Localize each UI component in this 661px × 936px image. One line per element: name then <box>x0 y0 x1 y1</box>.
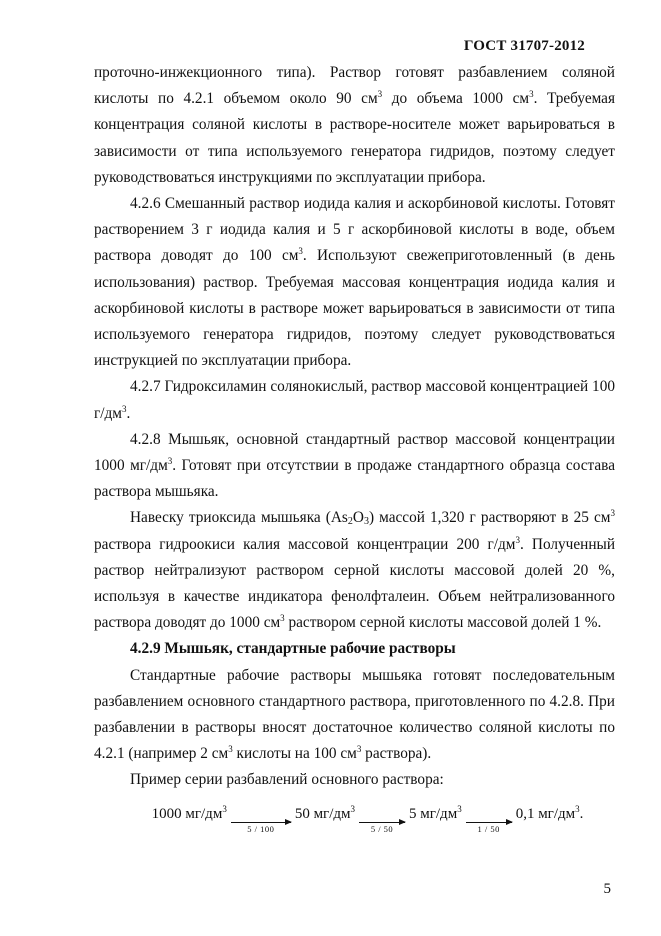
page-number: 5 <box>603 881 611 897</box>
paragraph-working-solutions: Стандартные рабочие растворы мышьяка готовят последовательным разбавлением основного стандартного раствора, приготовленного по 4.2.8. При разбавлении в растворы вносят достаточное количество соляной кислоты по 4.2.1 (например 2 $см^3$ кислоты на 100 $см^3$ раствора). <box>94 666 615 763</box>
document-standard-header: ГОСТ 31707-2012 <box>463 38 585 54</box>
dilution-arrow-2: 5 / 50 <box>359 822 405 834</box>
paragraph-4-2-6: 4.2.6 Смешанный раствор иодида калия и аскорбиновой кислоты. Готовят растворением 3 г иодида калия и 5 г аскорбиновой кислоты в воде, объем раствора доводят до 100 $см^3$. Используют свежеприготовленный (в день использования) раствор. Требуемая массовая концентрация иодида калия и аскорбиновой кислоты в растворе может варьироваться в зависимости от типа используемого генератора гидридов, поэтому следует руководствоваться инструкцией по эксплуатации прибора. <box>94 195 615 370</box>
dilution-arrow-3: 1 / 50 <box>466 822 512 834</box>
dilution-arrow-1: 5 / 100 <box>231 822 291 834</box>
paragraph-carrier-solution: проточно-инжекционного типа). Раствор готовят разбавлением соляной кислоты по 4.2.1 объемом около 90 $см^3$ до объема 1000 $см^3$. Требуемая концентрация соляной кислоты в растворе-носителе может варьироваться в зависимости от типа используемого генератора гидридов, поэтому следует руководствоваться инструкциями по эксплуатации прибора. <box>94 64 616 186</box>
page-body <box>94 60 616 834</box>
concentration-0-1: 0,1 $мг/дм^3$. <box>515 804 584 823</box>
dilution-series-formula <box>94 802 615 834</box>
concentration-50: 50 $мг/дм^3$ <box>294 804 355 823</box>
concentration-5: 5 $мг/дм^3$ <box>409 804 462 823</box>
paragraph-4-2-7: 4.2.7 Гидроксиламин солянокислый, раствор массовой концентрацией 100 $г/дм^3$. <box>94 378 615 422</box>
concentration-1000: 1000 $мг/дм^3$ <box>151 804 227 823</box>
paragraph-dilution-example: Пример серии разбавлений основного раствора: <box>130 771 444 789</box>
paragraph-arsenic-trioxide: Навеску триоксида мышьяка $(As_2O_3)$ массой 1,320 г растворяют в 25 $см^3$ раствора гидроокиси калия массовой концентрации 200 $г/дм^3$. Полученный раствор нейтрализуют раствором серной кислоты массовой долей 20 %, используя в качестве индикатора фенолфталеин. Объем нейтрализованного раствора доводят до 1000 $см^3$ раствором серной кислоты массовой долей 1 %. <box>94 508 616 632</box>
paragraph-4-2-8: 4.2.8 Мышьяк, основной стандартный раствор массовой концентрации 1000 $мг/дм^3$. Готовят при отсутствии в продаже стандартного образца состава раствора мышьяка. <box>94 430 615 501</box>
section-heading-4-2-9: 4.2.9 Мышьяк, стандартные рабочие растворы <box>130 640 456 658</box>
